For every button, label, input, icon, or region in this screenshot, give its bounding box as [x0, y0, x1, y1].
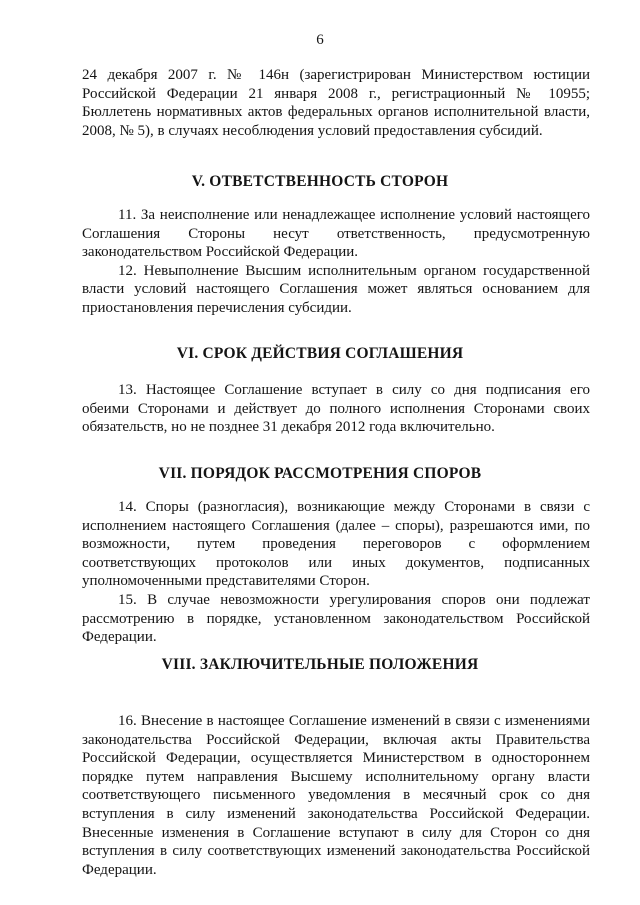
section-viii-body [82, 712, 590, 879]
section-heading-vi: VI. СРОК ДЕЙСТВИЯ СОГЛАШЕНИЯ [176, 345, 464, 362]
page-number: 6 [316, 32, 324, 48]
intro-paragraph: 24 декабря 2007 г. № 146н (зарегистрирован Министерством юстиции Российской Федерации 21 января 2008 г., регистрационный № 10955; Бюллетень нормативных актов федеральных органов исполнительной власти, 2008, № 5), в случаях несоблюдения условий предоставления субсидий. [82, 67, 590, 139]
paragraph-16: 16. Внесение в настоящее Соглашение изменений в связи с изменениями законодательства Российской Федерации, включая акты Правительства Российской Федерации, осуществляется Министерством в одностороннем порядке путем направления Высшему исполнительному органу власти соответствующего письменного уведомления в месячный срок со дня вступления в силу изменений законодательства Российской Федерации. Внесенные изменения в Соглашение вступают в силу для Сторон со дня вступления в силу соответствующих изменений законодательства Российской Федерации. [82, 713, 590, 878]
paragraph-15: 15. В случае невозможности урегулирования споров они подлежат рассмотрению в порядке, установленном законодательством Российской Федерации. [82, 591, 590, 646]
section-vii-body [82, 498, 590, 647]
paragraph-14: 14. Споры (разногласия), возникающие между Сторонами в связи с исполнением настоящего Соглашения (далее – споры), разрешаются ими, по возможности, путем проведения переговоров с оформлением соответствующих протоколов или иных документов, подписанных уполномоченными представителями Сторон. [82, 499, 590, 590]
section-v-body [82, 206, 590, 318]
section-vi-body [82, 381, 590, 437]
intro-block [82, 66, 590, 140]
section-heading-vii: VII. ПОРЯДОК РАССМОТРЕНИЯ СПОРОВ [158, 465, 482, 482]
paragraph-11: 11. За неисполнение или ненадлежащее исполнение условий настоящего Соглашения Стороны несут ответственность, предусмотренную законодательством Российской Федерации. [82, 207, 590, 261]
section-heading-v: V. ОТВЕТСТВЕННОСТЬ СТОРОН [191, 173, 449, 190]
paragraph-12: 12. Невыполнение Высшим исполнительным органом государственной власти условий настоящего Соглашения может являться основанием для приостановления перечисления субсидии. [82, 262, 590, 316]
section-heading-viii: VIII. ЗАКЛЮЧИТЕЛЬНЫЕ ПОЛОЖЕНИЯ [161, 656, 479, 673]
paragraph-13: 13. Настоящее Соглашение вступает в силу со дня подписания его обеими Сторонами и действует до полного исполнения Сторонами своих обязательств, но не позднее 31 декабря 2012 года включительно. [82, 382, 590, 436]
